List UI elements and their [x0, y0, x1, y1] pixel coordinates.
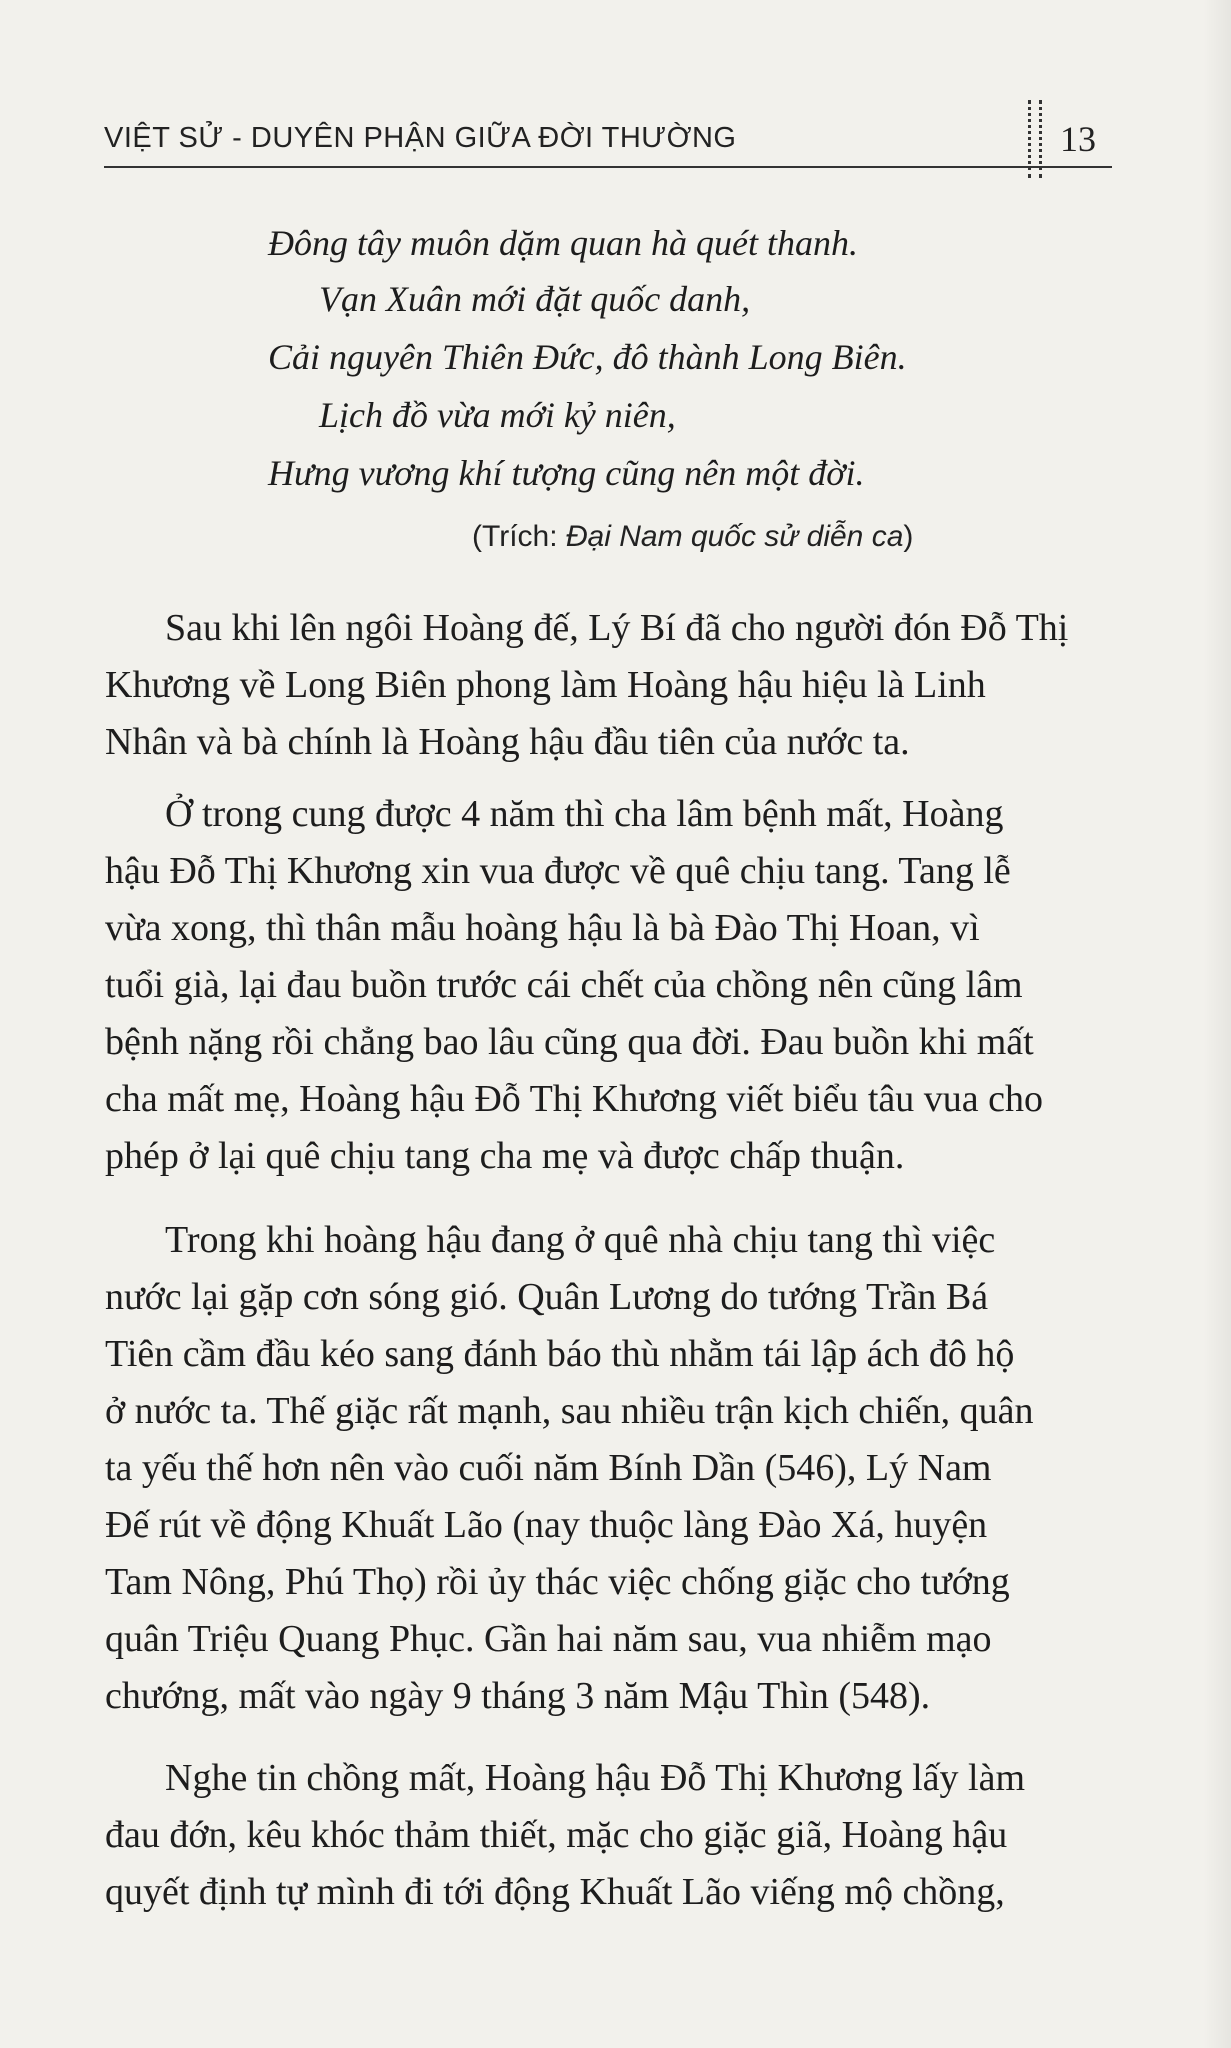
- poem-line: Đông tây muôn dặm quan hà quét thanh.: [268, 223, 858, 263]
- paragraph-line: chướng, mất vào ngày 9 tháng 3 năm Mậu Thìn (548).: [105, 1675, 931, 1717]
- paragraph-line: Đế rút về động Khuất Lão (nay thuộc làng Đào Xá, huyện: [105, 1504, 988, 1546]
- paragraph-line: Tiên cầm đầu kéo sang đánh báo thù nhằm tái lập ách đô hộ: [105, 1333, 1015, 1375]
- running-header: [104, 112, 1112, 172]
- paragraph-line: phép ở lại quê chịu tang cha mẹ và được chấp thuận.: [105, 1135, 905, 1177]
- paragraph: [105, 786, 1111, 1185]
- page-number: 13: [1060, 119, 1096, 159]
- header-rule: [104, 166, 1112, 168]
- poem-line: Cải nguyên Thiên Đức, đô thành Long Biên.: [268, 337, 907, 377]
- paragraph-line: ở nước ta. Thế giặc rất mạnh, sau nhiều trận kịch chiến, quân: [105, 1390, 1034, 1432]
- paragraph: [105, 1212, 1111, 1725]
- paragraph: [105, 1750, 1111, 1921]
- paragraph-line: quân Triệu Quang Phục. Gần hai năm sau, vua nhiễm mạo: [105, 1618, 992, 1660]
- paragraph-line: Nhân và bà chính là Hoàng hậu đầu tiên của nước ta.: [105, 721, 910, 763]
- paragraph-line: đau đớn, kêu khóc thảm thiết, mặc cho giặc giã, Hoàng hậu: [105, 1814, 1008, 1856]
- paragraph-line: Tam Nông, Phú Thọ) rồi ủy thác việc chống giặc cho tướng: [105, 1561, 1010, 1603]
- poem-line: Lịch đồ vừa mới kỷ niên,: [319, 395, 676, 435]
- page-edge-shadow: [1203, 0, 1231, 2048]
- paragraph-line: Nghe tin chồng mất, Hoàng hậu Đỗ Thị Khương lấy làm: [165, 1757, 1026, 1799]
- paragraph-line: cha mất mẹ, Hoàng hậu Đỗ Thị Khương viết biểu tâu vua cho: [105, 1078, 1044, 1120]
- running-header-title: VIỆT SỬ - DUYÊN PHẬN GIỮA ĐỜI THƯỜNG: [104, 122, 737, 154]
- citation-prefix: (Trích:: [472, 520, 566, 553]
- paragraph-line: Sau khi lên ngôi Hoàng đế, Lý Bí đã cho người đón Đỗ Thị: [165, 607, 1069, 649]
- paragraph-line: Khương về Long Biên phong làm Hoàng hậu hiệu là Linh: [105, 664, 986, 706]
- poem-line: Vạn Xuân mới đặt quốc danh,: [319, 279, 751, 319]
- paragraph-line: bệnh nặng rồi chẳng bao lâu cũng qua đời. Đau buồn khi mất: [105, 1021, 1034, 1063]
- paragraph: [105, 600, 1111, 771]
- poem-line: Hưng vương khí tượng cũng nên một đời.: [268, 453, 865, 493]
- paragraph-line: quyết định tự mình đi tới động Khuất Lão viếng mộ chồng,: [105, 1871, 1005, 1913]
- paragraph-line: Ở trong cung được 4 năm thì cha lâm bệnh mất, Hoàng: [165, 793, 1004, 835]
- paragraph-line: vừa xong, thì thân mẫu hoàng hậu là bà Đào Thị Hoan, vì: [105, 907, 980, 949]
- paragraph-line: Trong khi hoàng hậu đang ở quê nhà chịu tang thì việc: [165, 1219, 996, 1261]
- poem-citation: [472, 520, 913, 554]
- paragraph-line: ta yếu thế hơn nên vào cuối năm Bính Dần (546), Lý Nam: [105, 1447, 992, 1489]
- paragraph-line: tuổi già, lại đau buồn trước cái chết của chồng nên cũng lâm: [105, 964, 1023, 1006]
- citation-suffix: ): [903, 520, 914, 553]
- paragraph-line: hậu Đỗ Thị Khương xin vua được về quê chịu tang. Tang lễ: [105, 850, 1011, 892]
- paragraph-line: nước lại gặp cơn sóng gió. Quân Lương do tướng Trần Bá: [105, 1276, 989, 1318]
- citation-source: Đại Nam quốc sử diễn ca: [565, 520, 904, 553]
